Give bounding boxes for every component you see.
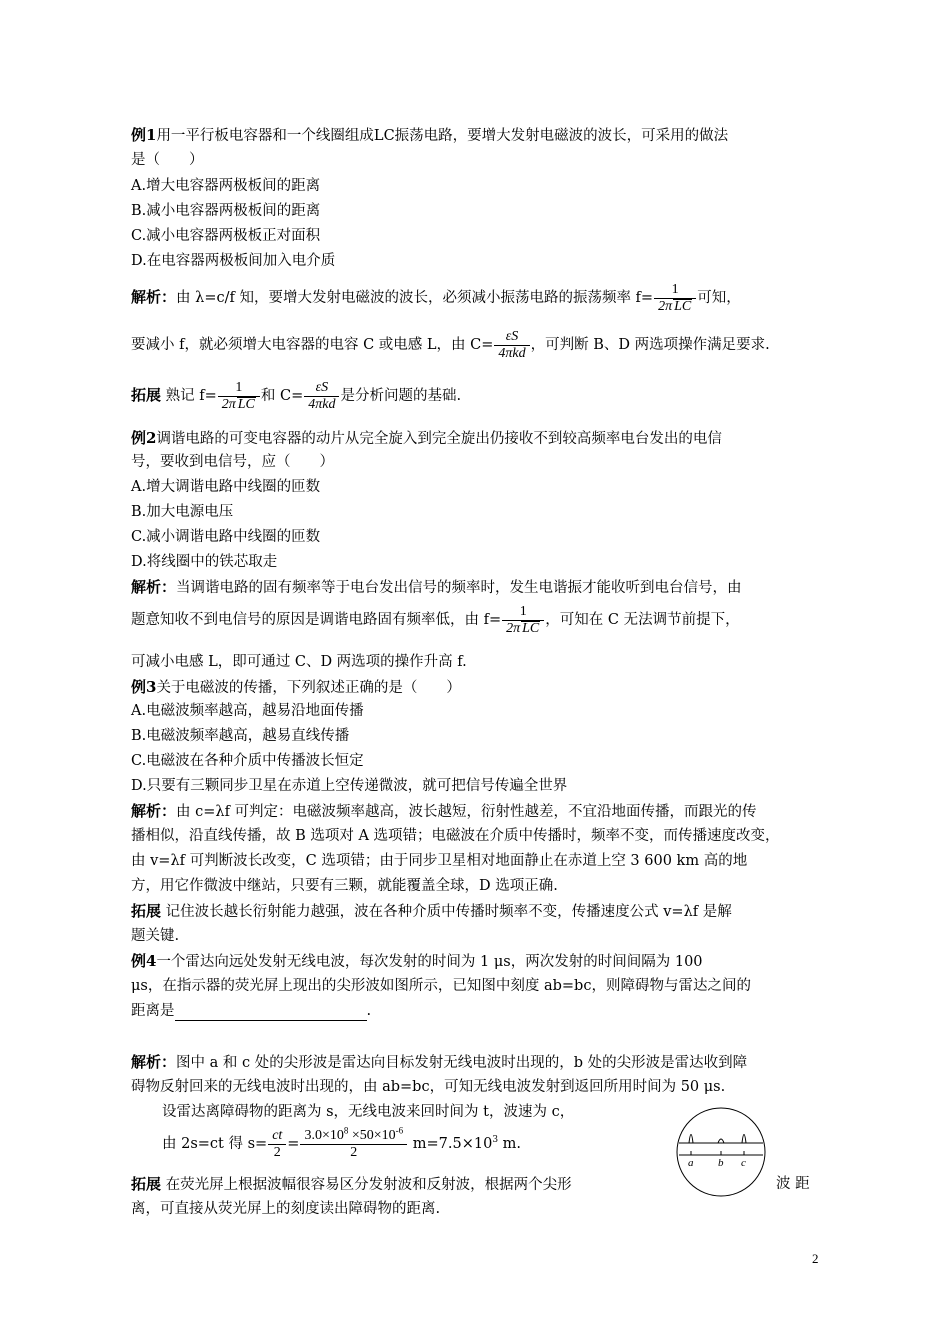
example4-analysis-line2: 碍物反射回来的无线电波时出现的，由 ab=bc，可知无线电波发射到返回所用时间为 50 μs. <box>131 1079 726 1095</box>
example3-option-d: D.只要有三颗同步卫星在赤道上空传递微波，就可把信号传遍全世界 <box>131 778 568 794</box>
example1-stem-line1: 例1用一平行板电容器和一个线圈组成LC振荡电路，要增大发射电磁波的波长，可采用的做法 <box>131 126 729 144</box>
example1-label: 例1 <box>131 126 157 144</box>
example3-analysis-line3: 由 v=λf 可判断波长改变，C 选项错；由于同步卫星相对地面静止在赤道上空 3 600 km 高的地 <box>131 853 748 869</box>
pulse-c <box>742 1135 746 1144</box>
example2-analysis-line2: 题意知收不到电信号的原因是调谐电路固有频率低，由 f= $\frac{1}{\text{2π LC}}$ ，可知在 C 无法调节前提下， <box>131 603 740 636</box>
example4-analysis-line1: 解析：图中 a 和 c 处的尖形波是雷达向目标发射无线电波时出现的，b 处的尖形波是雷达收到障 <box>131 1053 748 1071</box>
example2-stem-line2: 号，要收到电信号，应（ ） <box>131 454 334 470</box>
example4-extension-line2: 离，可直接从荧光屏上的刻度读出障碍物的距离. <box>131 1201 441 1217</box>
example1-analysis-line2: 要减小 f，就必须增大电容器的电容 C 或电感 L，由 C= $\frac{\varepsilon S}{\text{4πkd}}$ ，可判断 B、D 两选项操作满足要求. <box>131 328 770 361</box>
capacitance-formula: $\frac{\varepsilon S}{\text{4πkd}}$ <box>304 380 339 413</box>
example4-analysis-line4: 由 2s=ct 得 s= $\frac{ct}{2}$ = $\frac{3.0\times 10^8 \times 50\times 10^{-6}}{2}$ $m=7.5\times 10^3$ m. <box>162 1124 522 1160</box>
example3-stem: 例3关于电磁波的传播，下列叙述正确的是（ ） <box>131 678 461 696</box>
page-number: 2 <box>812 1251 819 1266</box>
example2-stem-line1: 例2调谐电路的可变电容器的动片从完全旋入到完全旋出仍接收不到较高频率电台发出的电信 <box>131 429 722 447</box>
freq-formula: $\frac{1}{\text{2π LC}}$ <box>218 380 260 413</box>
capacitance-formula: $\frac{\varepsilon S}{\text{4πkd}}$ <box>494 329 529 362</box>
freq-formula: $\frac{1}{\text{2π LC}}$ <box>502 604 544 637</box>
label-b: b <box>718 1157 724 1169</box>
example3-label: 例3 <box>131 678 157 696</box>
example2-option-a: A.增大调谐电路中线圈的匝数 <box>131 479 321 495</box>
example3-analysis-line2: 播相似，沿直线传播，故 B 选项对 A 选项错；电磁波在介质中传播时，频率不变，而传播速度改变， <box>131 828 780 844</box>
freq-formula: $\frac{1}{\text{2π LC}}$ <box>654 282 696 315</box>
example4-stem-line1: 例4一个雷达向远处发射无线电波，每次发射的时间为 1 μs，两次发射的时间间隔为 100 <box>131 952 703 970</box>
pulse-a <box>689 1135 693 1144</box>
example1-stem-line2: 是（ ） <box>131 152 204 168</box>
example1-option-d: D.在电容器两极板间加入电介质 <box>131 253 336 269</box>
example3-option-a: A.电磁波频率越高，越易沿地面传播 <box>131 703 364 719</box>
example4-stem-line3: 距离是 . <box>131 1003 372 1019</box>
example1-option-b: B.减小电容器两极板间的距离 <box>131 203 321 219</box>
example2-analysis-line3: 可减小电感 L，即可通过 C、D 两选项的操作升高 f. <box>131 654 467 670</box>
example4-extension-line1-end: 波 距 <box>776 1176 810 1192</box>
example1-option-a: A.增大电容器两极板间的距离 <box>131 178 321 194</box>
distance-formula: $\frac{ct}{2}$ <box>268 1128 286 1161</box>
example2-label: 例2 <box>131 429 157 447</box>
example2-option-b: B.加大电源电压 <box>131 504 234 520</box>
example4-extension-line1: 拓展 在荧光屏上根据波幅很容易区分发射波和反射波，根据两个尖形 <box>131 1175 572 1193</box>
example1-option-c: C.减小电容器两极板正对面积 <box>131 228 321 244</box>
example4-label: 例4 <box>131 952 157 970</box>
label-a: a <box>688 1157 694 1169</box>
example2-option-d: D.将线圈中的铁芯取走 <box>131 554 278 570</box>
example3-extension-line2: 题关键. <box>131 928 180 944</box>
example4-analysis-line3: 设雷达离障碍物的距离为 s，无线电波来回时间为 t，波速为 c， <box>162 1104 575 1120</box>
example1-extension: 拓展 熟记 f= $\frac{1}{\text{2π LC}}$ 和 C= $\frac{\varepsilon S}{\text{4πkd}}$ 是分析问题的基础. <box>131 379 462 412</box>
distance-calc: $\frac{3.0\times 10^8 \times 50\times 10^{-6}}{2}$ <box>300 1128 407 1161</box>
example2-option-c: C.减小调谐电路中线圈的匝数 <box>131 529 321 545</box>
example1-analysis-line1: 解析：由 λ=c/f 知，要增大发射电磁波的波长，必须减小振荡电路的振荡频率 f= $\frac{1}{\text{2π LC}}$ 可知， <box>131 281 741 314</box>
radar-screen-figure <box>675 1106 767 1198</box>
example3-analysis-line4: 方，用它作微波中继站，只要有三颗，就能覆盖全球，D 选项正确. <box>131 878 558 894</box>
pulse-b <box>718 1139 724 1143</box>
answer-blank[interactable] <box>175 1006 367 1021</box>
example3-extension-line1: 拓展 记住波长越长衍射能力越强，波在各种介质中传播时频率不变，传播速度公式 v=λf 是解 <box>131 902 732 920</box>
label-c: c <box>741 1157 746 1169</box>
example2-analysis-line1: 解析：当调谐电路的固有频率等于电台发出信号的频率时，发生电谐振才能收听到电台信号，由 <box>131 578 742 596</box>
example3-option-b: B.电磁波频率越高，越易直线传播 <box>131 728 350 744</box>
example3-option-c: C.电磁波在各种介质中传播波长恒定 <box>131 753 364 769</box>
example4-stem-line2: μs，在指示器的荧光屏上现出的尖形波如图所示，已知图中刻度 ab=bc，则障碍物与雷达之间的 <box>131 978 751 994</box>
example3-analysis-line1: 解析：由 c=λf 可判定：电磁波频率越高，波长越短，衍射性越差，不宜沿地面传播，而跟光的传 <box>131 802 757 820</box>
